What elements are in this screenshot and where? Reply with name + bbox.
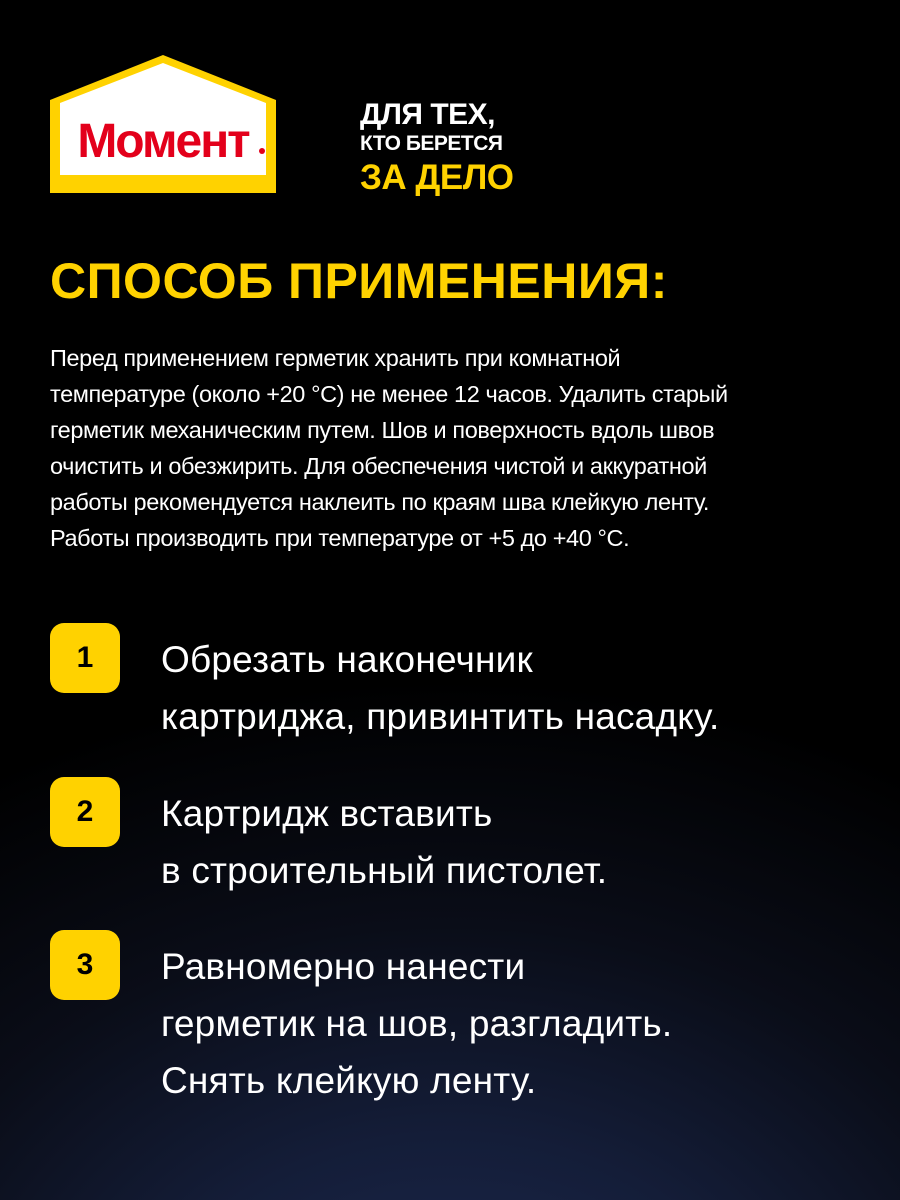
step-number-badge: 2 — [50, 777, 120, 847]
house-logo-graphic — [50, 55, 276, 193]
step-line: герметик на шов, разгладить. — [161, 1003, 673, 1044]
intro-line: работы рекомендуется наклеить по краям шва клейкую ленту. — [50, 489, 709, 515]
page-heading: СПОСОБ ПРИМЕНЕНИЯ: — [50, 253, 668, 309]
step-text — [161, 938, 881, 1109]
intro-line: очистить и обезжирить. Для обеспечения чистой и аккуратной — [50, 453, 707, 479]
step-line: Картридж вставить — [161, 793, 493, 834]
logo-wordmark: Момент — [77, 115, 249, 168]
step-line: в строительный пистолет. — [161, 850, 608, 891]
intro-line: герметик механическим путем. Шов и поверхность вдоль швов — [50, 417, 715, 443]
step-line: картриджа, привинтить насадку. — [161, 696, 720, 737]
step-text — [161, 785, 881, 899]
intro-paragraph — [50, 340, 860, 556]
step-line: Обрезать наконечник — [161, 639, 533, 680]
step-line: Равномерно нанести — [161, 946, 526, 987]
intro-line: Работы производить при температуре от +5 до +40 °С. — [50, 525, 630, 551]
intro-line: температуре (около +20 °С) не менее 12 часов. Удалить старый — [50, 381, 728, 407]
moment-logo — [50, 55, 276, 193]
tagline-line-2: КТО БЕРЕТСЯ — [360, 132, 503, 155]
step-number-badge: 1 — [50, 623, 120, 693]
intro-line: Перед применением герметик хранить при комнатной — [50, 345, 621, 371]
brand-tagline — [360, 100, 514, 195]
tagline-line-1: ДЛЯ ТЕХ, — [360, 98, 495, 131]
step-number-badge: 3 — [50, 930, 120, 1000]
step-line: Снять клейкую ленту. — [161, 1060, 537, 1101]
tagline-line-3: ЗА ДЕЛО — [360, 158, 514, 197]
step-text — [161, 631, 881, 745]
